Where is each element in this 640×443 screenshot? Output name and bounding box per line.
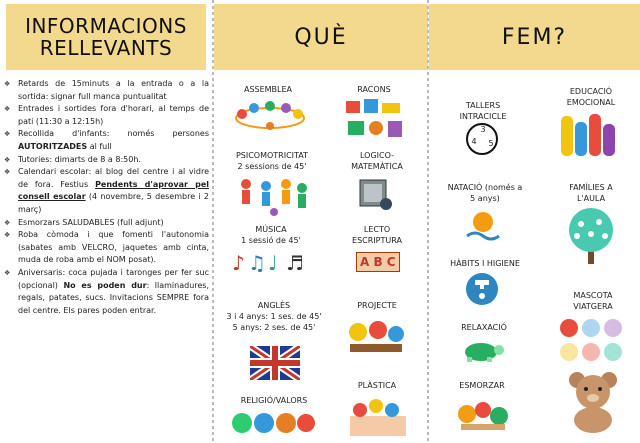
mid-title-banner: [214, 4, 428, 70]
assemblea-icon: [232, 96, 308, 130]
right-column: [429, 0, 640, 443]
family-tree-icon: [561, 206, 621, 266]
note-item: ❖ Calendari escolar: al blog del centre i al vidre de fora. Festius Pendents d'aprovar pel consell escolar (4 novembre, 5 desembre i 2 març): [4, 166, 209, 216]
educacio-label: EDUCACIÓ EMOCIONAL: [566, 87, 616, 107]
logica-label: LOGICO- MATEMÀTICA: [351, 151, 403, 171]
esmorzar-label: ESMORZAR: [459, 381, 505, 390]
animals-icon: [557, 316, 627, 368]
logica-icon: [356, 176, 396, 212]
mascota-label: MASCOTA VIATGERA: [573, 291, 613, 311]
tallers-label: TALLERS INTRACICLE: [459, 101, 507, 121]
habits-label: HÀBITS I HIGIENE: [450, 259, 520, 268]
svg-text:♩: ♩: [268, 251, 278, 275]
relaxacio-label: RELAXACIÓ: [461, 323, 507, 332]
emotions-icon: [559, 110, 623, 162]
plastica-label: PLÀSTICA: [357, 381, 397, 390]
hygiene-icon: [465, 272, 499, 306]
psico-label: PSICOMOTRICITAT 2 sessions de 45': [235, 151, 309, 171]
note-item: ❖ Entrades i sortides fora d'horari, al temps de pati (11:30 a 12:15h): [4, 103, 209, 128]
plastica-icon: [346, 396, 410, 440]
families-label: FAMÍLIES A L'AULA: [569, 183, 613, 203]
natacio-label: NATACIÓ (només a 5 anys): [447, 183, 523, 203]
religio-label: RELIGIÓ/VALORS: [240, 396, 308, 405]
musica-icon: [230, 248, 310, 278]
note-item: ❖ Recollida d'infants: només persones AUTORITZADES al full: [4, 128, 209, 153]
number-3: 3: [480, 125, 486, 134]
turtle-icon: [459, 336, 505, 362]
breakfast-icon: [453, 394, 513, 434]
racons-icon: [342, 95, 408, 145]
uk-flag-icon: [250, 346, 300, 380]
notes-list: [4, 78, 209, 317]
teddy-bear-icon: [565, 370, 621, 434]
lecto-label: LECTO ESCRIPTURA: [352, 225, 402, 245]
musica-label: MÚSICA 1 sessió de 45': [241, 225, 301, 245]
number-4: 4: [471, 137, 477, 146]
note-item: ❖ Aniversaris: coca pujada i taronges per fer suc (opcional) No es poden dur: llaminadures, regals, patates, sucs. Invitacions SEMPRE fora del centre. Els pares poden entrar.: [4, 267, 209, 317]
note-item: ❖ Retards de 15minuts a la entrada o a la sortida: signar full manca puntualitat: [4, 78, 209, 103]
svg-text:♫: ♫: [248, 251, 266, 275]
projecte-icon: [344, 316, 408, 356]
religio-icon: [230, 408, 316, 438]
middle-column: [214, 0, 428, 443]
note-item: ❖ Esmorzars SALUDABLES (full adjunt): [4, 217, 209, 230]
abc-blocks-icon: A B C: [356, 252, 400, 272]
swimming-icon: [465, 208, 501, 242]
assemblea-label: ASSEMBLEA: [243, 85, 293, 94]
number-5: 5: [488, 139, 494, 148]
angles-label: ANGLÈS 3 i 4 anys: 1 ses. de 45' 5 anys: 2 ses. de 45': [226, 301, 322, 332]
svg-text:♪: ♪: [232, 251, 245, 275]
svg-text:♬: ♬: [286, 251, 304, 275]
left-title-line2: RELLEVANTS: [39, 36, 173, 60]
racons-label: RACONS: [357, 85, 391, 94]
note-item: ❖ Tutories: dimarts de 8 a 8:50h.: [4, 154, 209, 167]
note-item: ❖ Roba còmoda i que fomenti l'autonomia (sabates amb VELCRO, jaquetes amb cinta, muda de roba amb el NOM posat).: [4, 229, 209, 267]
projecte-label: PROJECTE: [357, 301, 397, 310]
mid-title: QUÈ: [294, 24, 348, 50]
right-title: FEM?: [501, 24, 568, 50]
left-column: [0, 0, 213, 443]
psicomotricitat-icon: [236, 176, 310, 216]
left-title-line1: INFORMACIONS: [25, 14, 187, 38]
left-title-banner: [6, 4, 206, 70]
right-title-banner: [429, 4, 640, 70]
